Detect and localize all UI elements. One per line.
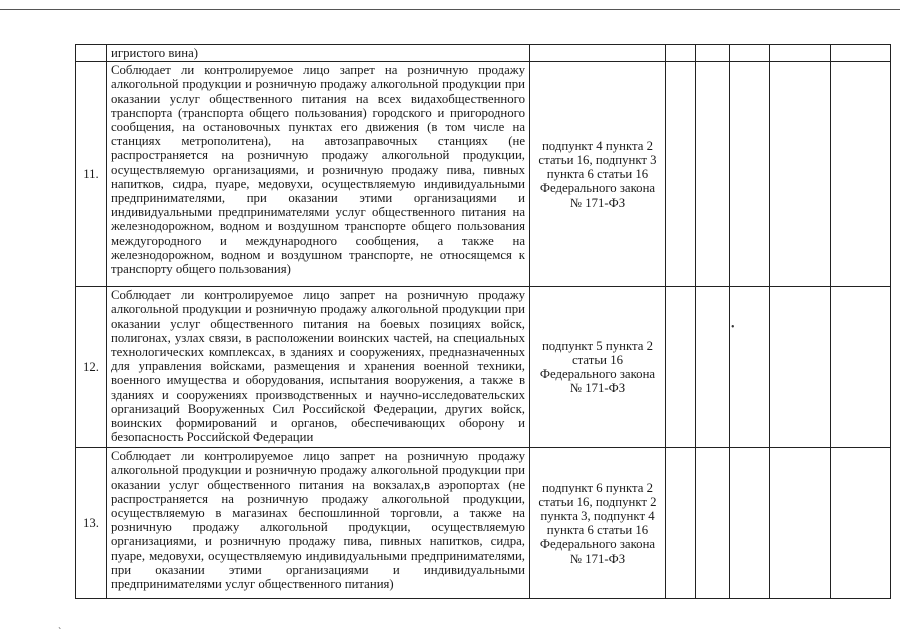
answer-cell-no bbox=[696, 287, 730, 448]
page-top-rule bbox=[0, 9, 900, 10]
checklist-table bbox=[75, 44, 891, 599]
answer-cell-yes bbox=[666, 448, 696, 599]
requirement-text: Соблюдает ли контролируемое лицо запрет на розничную продажу алкогольной продукции и розничную продажу алкогольной продукции при оказании услуг общественного питания на всех видахобщественного транспорта (транспорта общего пользования) городского и пригородного сообщения, на остановочных пунктах его движения (в том числе на станциях метрополитена), на автозаправочных станциях (не распространяется на розничную продажу алкогольной продукции, осуществляемую организациями, и розничную продажу пива, пивных напитков, сидра, пуаре, медовухи, осуществляемую индивидуальными предпринимателями, при оказании этими организациями и индивидуальными предпринимателями услуг общественного питания на железнодорожном, водном и воздушном транспорте общего пользования междугородного и международного сообщения, а также на железнодорожном, водном и воздушном транспорте, не относящемся к транспорту общего пользования) bbox=[107, 62, 530, 287]
answer-cell-na bbox=[730, 448, 770, 599]
answer-cell-note bbox=[770, 287, 831, 448]
answer-cell-no bbox=[696, 45, 730, 62]
answer-cell-comment bbox=[831, 62, 891, 287]
answer-cell-na bbox=[730, 287, 770, 448]
answer-cell-no bbox=[696, 448, 730, 599]
answer-cell-note bbox=[770, 45, 831, 62]
answer-cell-comment bbox=[831, 45, 891, 62]
answer-cell-na bbox=[730, 62, 770, 287]
answer-cell-comment bbox=[831, 287, 891, 448]
answer-cell-na bbox=[730, 45, 770, 62]
legal-reference bbox=[530, 45, 666, 62]
legal-reference: подпункт 5 пункта 2 статьи 16 Федерального закона № 171-ФЗ bbox=[530, 287, 666, 448]
scan-speck: • bbox=[731, 322, 735, 333]
row-number: 13. bbox=[76, 448, 107, 599]
requirement-text: Соблюдает ли контролируемое лицо запрет на розничную продажу алкогольной продукции и розничную продажу алкогольной продукции при оказании услуг общественного питания на боевых позициях войск, полигонах, узлах связи, в расположении воинских частей, на специальных технологических комплексах, в зданиях и сооружениях, предназначенных для управления войсками, размещения и хранения военной техники, военного имущества и оборудования, испытания вооружения, а также в зданиях и сооружениях производственных и научно-исследовательских организаций Вооруженных Сил Российской Федерации, других войск, воинских формирований и органов, обеспечивающих оборону и безопасность Российской Федерации bbox=[107, 287, 530, 448]
row-number: 11. bbox=[76, 62, 107, 287]
table-row bbox=[76, 62, 891, 287]
table-row bbox=[76, 287, 891, 448]
answer-cell-no bbox=[696, 62, 730, 287]
requirement-text: игристого вина) bbox=[107, 45, 530, 62]
answer-cell-note bbox=[770, 448, 831, 599]
row-number: 12. bbox=[76, 287, 107, 448]
answer-cell-yes bbox=[666, 62, 696, 287]
row-number bbox=[76, 45, 107, 62]
answer-cell-yes bbox=[666, 45, 696, 62]
table-row bbox=[76, 45, 891, 62]
requirement-text: Соблюдает ли контролируемое лицо запрет на розничную продажу алкогольной продукции и розничную продажу алкогольной продукции при оказании услуг общественного питания на вокзалах,в аэропортах (не распространяется на розничную продажу алкогольной продукции, осуществляемую в магазинах беспошлинной торговли, а также на розничную продажу алкогольной продукции, осуществляемую организациями, и розничную продажу пива, пивных напитков, сидра, пуаре, медовухи, осуществляемую индивидуальными предпринимателями, при оказании этими организациями и индивидуальными предпринимателями услуг общественного питания) bbox=[107, 448, 530, 599]
scan-speck: ` bbox=[58, 627, 62, 638]
table-row bbox=[76, 448, 891, 599]
answer-cell-comment bbox=[831, 448, 891, 599]
legal-reference: подпункт 4 пункта 2 статьи 16, подпункт 3 пункта 6 статьи 16 Федерального закона № 171-ФЗ bbox=[530, 62, 666, 287]
answer-cell-yes bbox=[666, 287, 696, 448]
legal-reference: подпункт 6 пункта 2 статьи 16, подпункт 2 пункта 3, подпункт 4 пункта 6 статьи 16 Федерального закона № 171-ФЗ bbox=[530, 448, 666, 599]
answer-cell-note bbox=[770, 62, 831, 287]
